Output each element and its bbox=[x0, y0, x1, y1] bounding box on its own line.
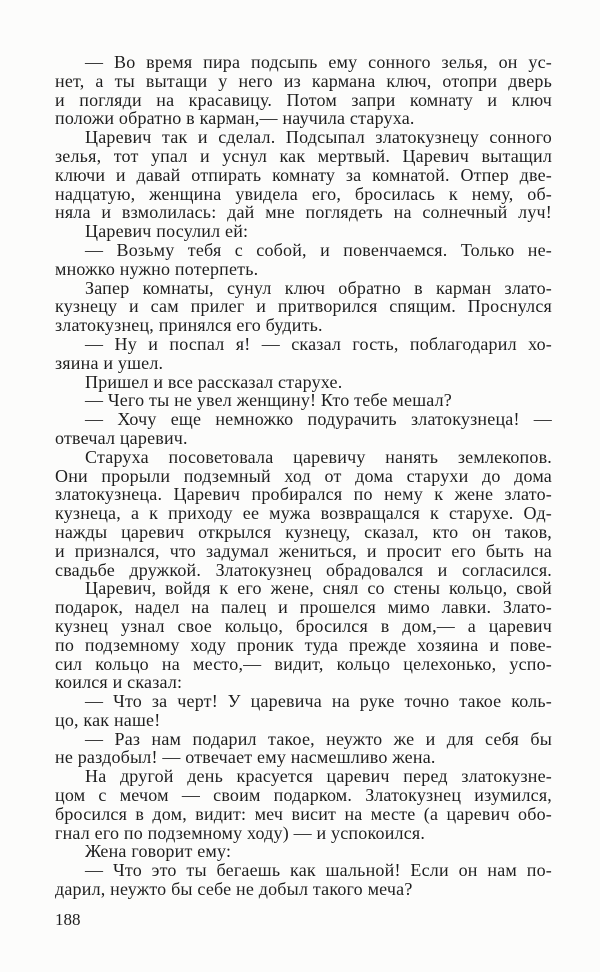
text-line: — Ну и поспал я! — сказал гость, поблагодарил хо- bbox=[85, 333, 552, 354]
text-line: нажды царевич открылся кузнецу, сказал, кто он таков, bbox=[55, 521, 552, 542]
text-line: цо, как наше! bbox=[55, 709, 161, 730]
text-line: — Раз нам подарил такое, неужто же и для себя бы bbox=[85, 728, 552, 749]
text-line: — Во время пира подсыпь ему сонного зелья, он ус- bbox=[85, 52, 552, 72]
text-line: Царевич, войдя к его жене, снял со стены кольцо, свой bbox=[85, 578, 552, 599]
text-line: множко нужно потерпеть. bbox=[55, 258, 259, 279]
text-line: — Что это ты бегаешь как шальной! Если он нам по- bbox=[85, 860, 552, 881]
text-line: цом с мечом — своим подарком. Златокузнец изумился, bbox=[55, 785, 552, 806]
text-line: и признался, что задумал жениться, и просит его быть на bbox=[55, 540, 552, 561]
text-line: и погляди на красавицу. Потом запри комнату и ключ bbox=[55, 89, 552, 110]
text-line: нет, а ты вытащи у него из кармана ключ, отопри дверь bbox=[55, 70, 552, 91]
text-line: гнал его по подземному ходу) — и успокоился. bbox=[55, 822, 426, 843]
text-line: Царевич так и сделал. Подсыпал златокузнецу сонного bbox=[85, 127, 552, 148]
text-line: Жена говорит ему: bbox=[85, 841, 232, 862]
text-line: зелья, тот упал и уснул как мертвый. Царевич вытащил bbox=[55, 145, 552, 166]
text-line: — Что за черт! У царевича на руке точно такое коль- bbox=[85, 691, 552, 712]
text-line: кузнец узнал свое кольцо, бросился в дом,— а царевич bbox=[55, 615, 552, 636]
text-line: ключи и давай отпирать комнату за комнатой. Отпер две- bbox=[55, 164, 552, 185]
text-line: — Хочу еще немножко подурачить златокузнеца! — bbox=[85, 409, 552, 430]
text-line: златокузнец, принялся его будить. bbox=[55, 315, 323, 336]
text-line: Пришел и все рассказал старухе. bbox=[85, 371, 343, 392]
text-line: Царевич посулил ей: bbox=[85, 221, 249, 242]
text-line: дарил, неужто бы себе не добыл такого меча? bbox=[55, 879, 413, 900]
text-line: златокузнеца. Царевич пробирался по нему к жене злато- bbox=[55, 484, 552, 505]
text-line: не раздобыл! — отвечает ему насмешливо жена. bbox=[55, 747, 436, 768]
text-line: бросился в дом, видит: меч висит на месте (а царевич обо- bbox=[55, 803, 552, 824]
text-line: — Возьму тебя с собой, и повенчаемся. Только не- bbox=[85, 239, 552, 260]
text-line: отвечал царевич. bbox=[55, 427, 188, 448]
page-body-text bbox=[55, 53, 552, 899]
text-line: положи обратно в карман,— научила старуха. bbox=[55, 108, 415, 129]
text-line: свадьбе дружкой. Златокузнец обрадовался и согласился. bbox=[55, 559, 552, 580]
text-line: надцатую, женщина увидела его, бросилась к нему, об- bbox=[55, 183, 552, 204]
text-line: по подземному ходу проник туда прежде хозяина и пове- bbox=[55, 634, 552, 655]
text-line: подарок, надел на палец и прошелся мимо лавки. Злато- bbox=[55, 597, 552, 618]
text-line: Старуха посоветовала царевичу нанять землекопов. bbox=[85, 446, 552, 467]
text-line: кузнеца, а к приходу ее мужа возвращался к старухе. Од- bbox=[55, 503, 552, 524]
text-line: коился и сказал: bbox=[55, 672, 183, 693]
text-line: няла и взмолилась: дай мне поглядеть на солнечный луч! bbox=[55, 202, 552, 223]
text-line: кузнецу и сам прилег и притворился спящим. Проснулся bbox=[55, 296, 552, 317]
text-line: Они прорыли подземный ход от дома старухи до дома bbox=[55, 465, 552, 486]
text-line: сил кольцо на место,— видит, кольцо целехонько, успо- bbox=[55, 653, 552, 674]
text-line: Запер комнаты, сунул ключ обратно в карман злато- bbox=[85, 277, 552, 298]
text-line: На другой день красуется царевич перед златокузне- bbox=[85, 766, 552, 787]
text-line: зяина и ушел. bbox=[55, 352, 164, 373]
page-number: 188 bbox=[55, 910, 81, 929]
text-line: — Чего ты не увел женщину! Кто тебе мешал? bbox=[85, 390, 452, 411]
